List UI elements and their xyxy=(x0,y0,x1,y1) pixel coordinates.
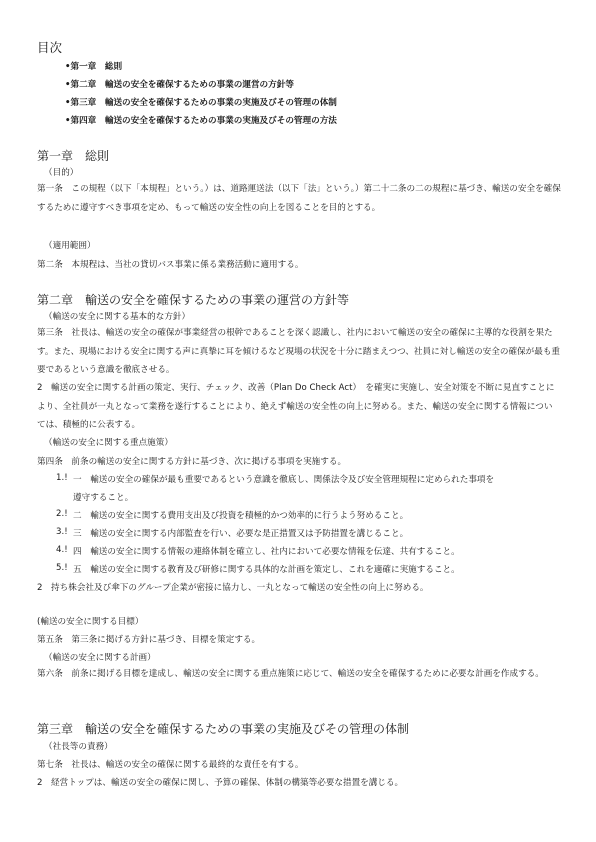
article-6: 第六条 前条に掲げる目標を達成し、輸送の安全に関する重点施策に応じて、輸送の安全を確保するために必要な計画を作成する。 xyxy=(37,669,544,679)
article-5: 第五条 第三条に掲げる方針に基づき、目標を策定する。 xyxy=(37,635,261,645)
toc-item-ch2[interactable]: •第二章 輸送の安全を確保するための事業の運営の方針等 xyxy=(65,80,294,90)
plan-caption: （輸送の安全に関する計画） xyxy=(44,653,156,663)
target-caption: (輸送の安全に関する目標） xyxy=(37,617,144,627)
list-marker: 5.! xyxy=(56,563,68,573)
article-7-paragraph-2: 2 経営トップは、輸送の安全の確保に関し、予算の確保、体制の構築等必要な措置を講じる。 xyxy=(37,778,404,788)
toc-item-ch1[interactable]: •第一章 総則 xyxy=(65,62,123,72)
article-2: 第二条 本規程は、当社の貸切バス事業に係る業務活動に適用する。 xyxy=(37,260,304,270)
toc-item-ch3[interactable]: •第三章 輸送の安全を確保するための事業の実施及びその管理の体制 xyxy=(65,98,337,108)
list-marker: 1.! xyxy=(56,473,68,483)
article-7: 第七条 社長は、輸送の安全の確保に関する最終的な責任を有する。 xyxy=(37,760,304,770)
article-3: 第三条 社長は、輸送の安全の確保が事業経営の根幹であることを深く認識し、社内において輸送の安全の確保に主導的な役割を果たす。また、現場における安全に関する声に真摯に耳を傾けるなど現場の状況を十分に踏まえつつ、社員に対し輸送の安全の確保が最も重要であるという意識を徹底させる。 xyxy=(37,328,561,375)
chapter-2-heading: 第二章 輸送の安全を確保するための事業の運営の方針等 xyxy=(37,293,350,307)
list-item: 二 輸送の安全に関する費用支出及び投資を積極的かつ効率的に行うよう努めること。 xyxy=(73,511,409,521)
chapter-3-heading: 第三章 輸送の安全を確保するための事業の実施及びその管理の体制 xyxy=(37,722,410,736)
article-4: 第四条 前条の輸送の安全に関する方針に基づき、次に掲げる事項を実施する。 xyxy=(37,457,347,467)
list-marker: 3.! xyxy=(56,527,68,537)
scope-caption: （適用範囲） xyxy=(44,241,96,251)
list-item-continuation: 遵守すること。 xyxy=(73,493,134,503)
toc-item-ch4[interactable]: •第四章 輸送の安全を確保するための事業の実施及びその管理の方法 xyxy=(65,116,337,126)
chapter-1-heading: 第一章 総則 xyxy=(37,149,110,163)
article-4-paragraph-2: 2 持ち株会社及び傘下のグループ企業が密接に協力し、一丸となって輸送の安全性の向上に努める。 xyxy=(37,583,429,593)
list-item: 五 輸送の安全に関する教育及び研修に関する具体的な計画を策定し、これを適確に実施すること。 xyxy=(73,565,460,575)
list-item: 一 輸送の安全の確保が最も重要であるという意識を徹底し、関係法令及び安全管理規程に定められた事項を xyxy=(73,475,495,485)
list-marker: 2.! xyxy=(56,509,68,519)
list-item: 四 輸送の安全に関する情報の連絡体制を確立し、社内において必要な情報を伝達、共有すること。 xyxy=(73,547,460,557)
toc-title: 目次 xyxy=(37,40,63,55)
article-3-paragraph-2: 2 輸送の安全に関する計画の策定、実行、チェック、改善（Plan Do Check Act） を確実に実施し、安全対策を不断に見直すことにより、全社員が一丸となって業務を遂行することにより、絶えず輸送の安全性の向上に努める。また、輸送の安全に関する情報については、積極的に公表する。 xyxy=(37,383,555,430)
duty-caption: （社長等の責務） xyxy=(44,742,113,752)
priority-caption: （輸送の安全に関する重点施策） xyxy=(44,438,173,448)
basic-policy-caption: （輸送の安全に関する基本的な方針） xyxy=(44,312,191,322)
list-item: 三 輸送の安全に関する内部監査を行い、必要な是正措置又は予防措置を講じること。 xyxy=(73,529,409,539)
article-1: 第一条 この規程（以下「本規程」という。）は、道路運送法（以下「法」という。）第二十二条の二の規程に基づき、輸送の安全を確保するために遵守すべき事項を定め、もって輸送の安全性の向上を図ることを目的とする。 xyxy=(37,184,561,213)
list-marker: 4.! xyxy=(56,545,68,555)
purpose-caption: （目的） xyxy=(44,168,79,178)
